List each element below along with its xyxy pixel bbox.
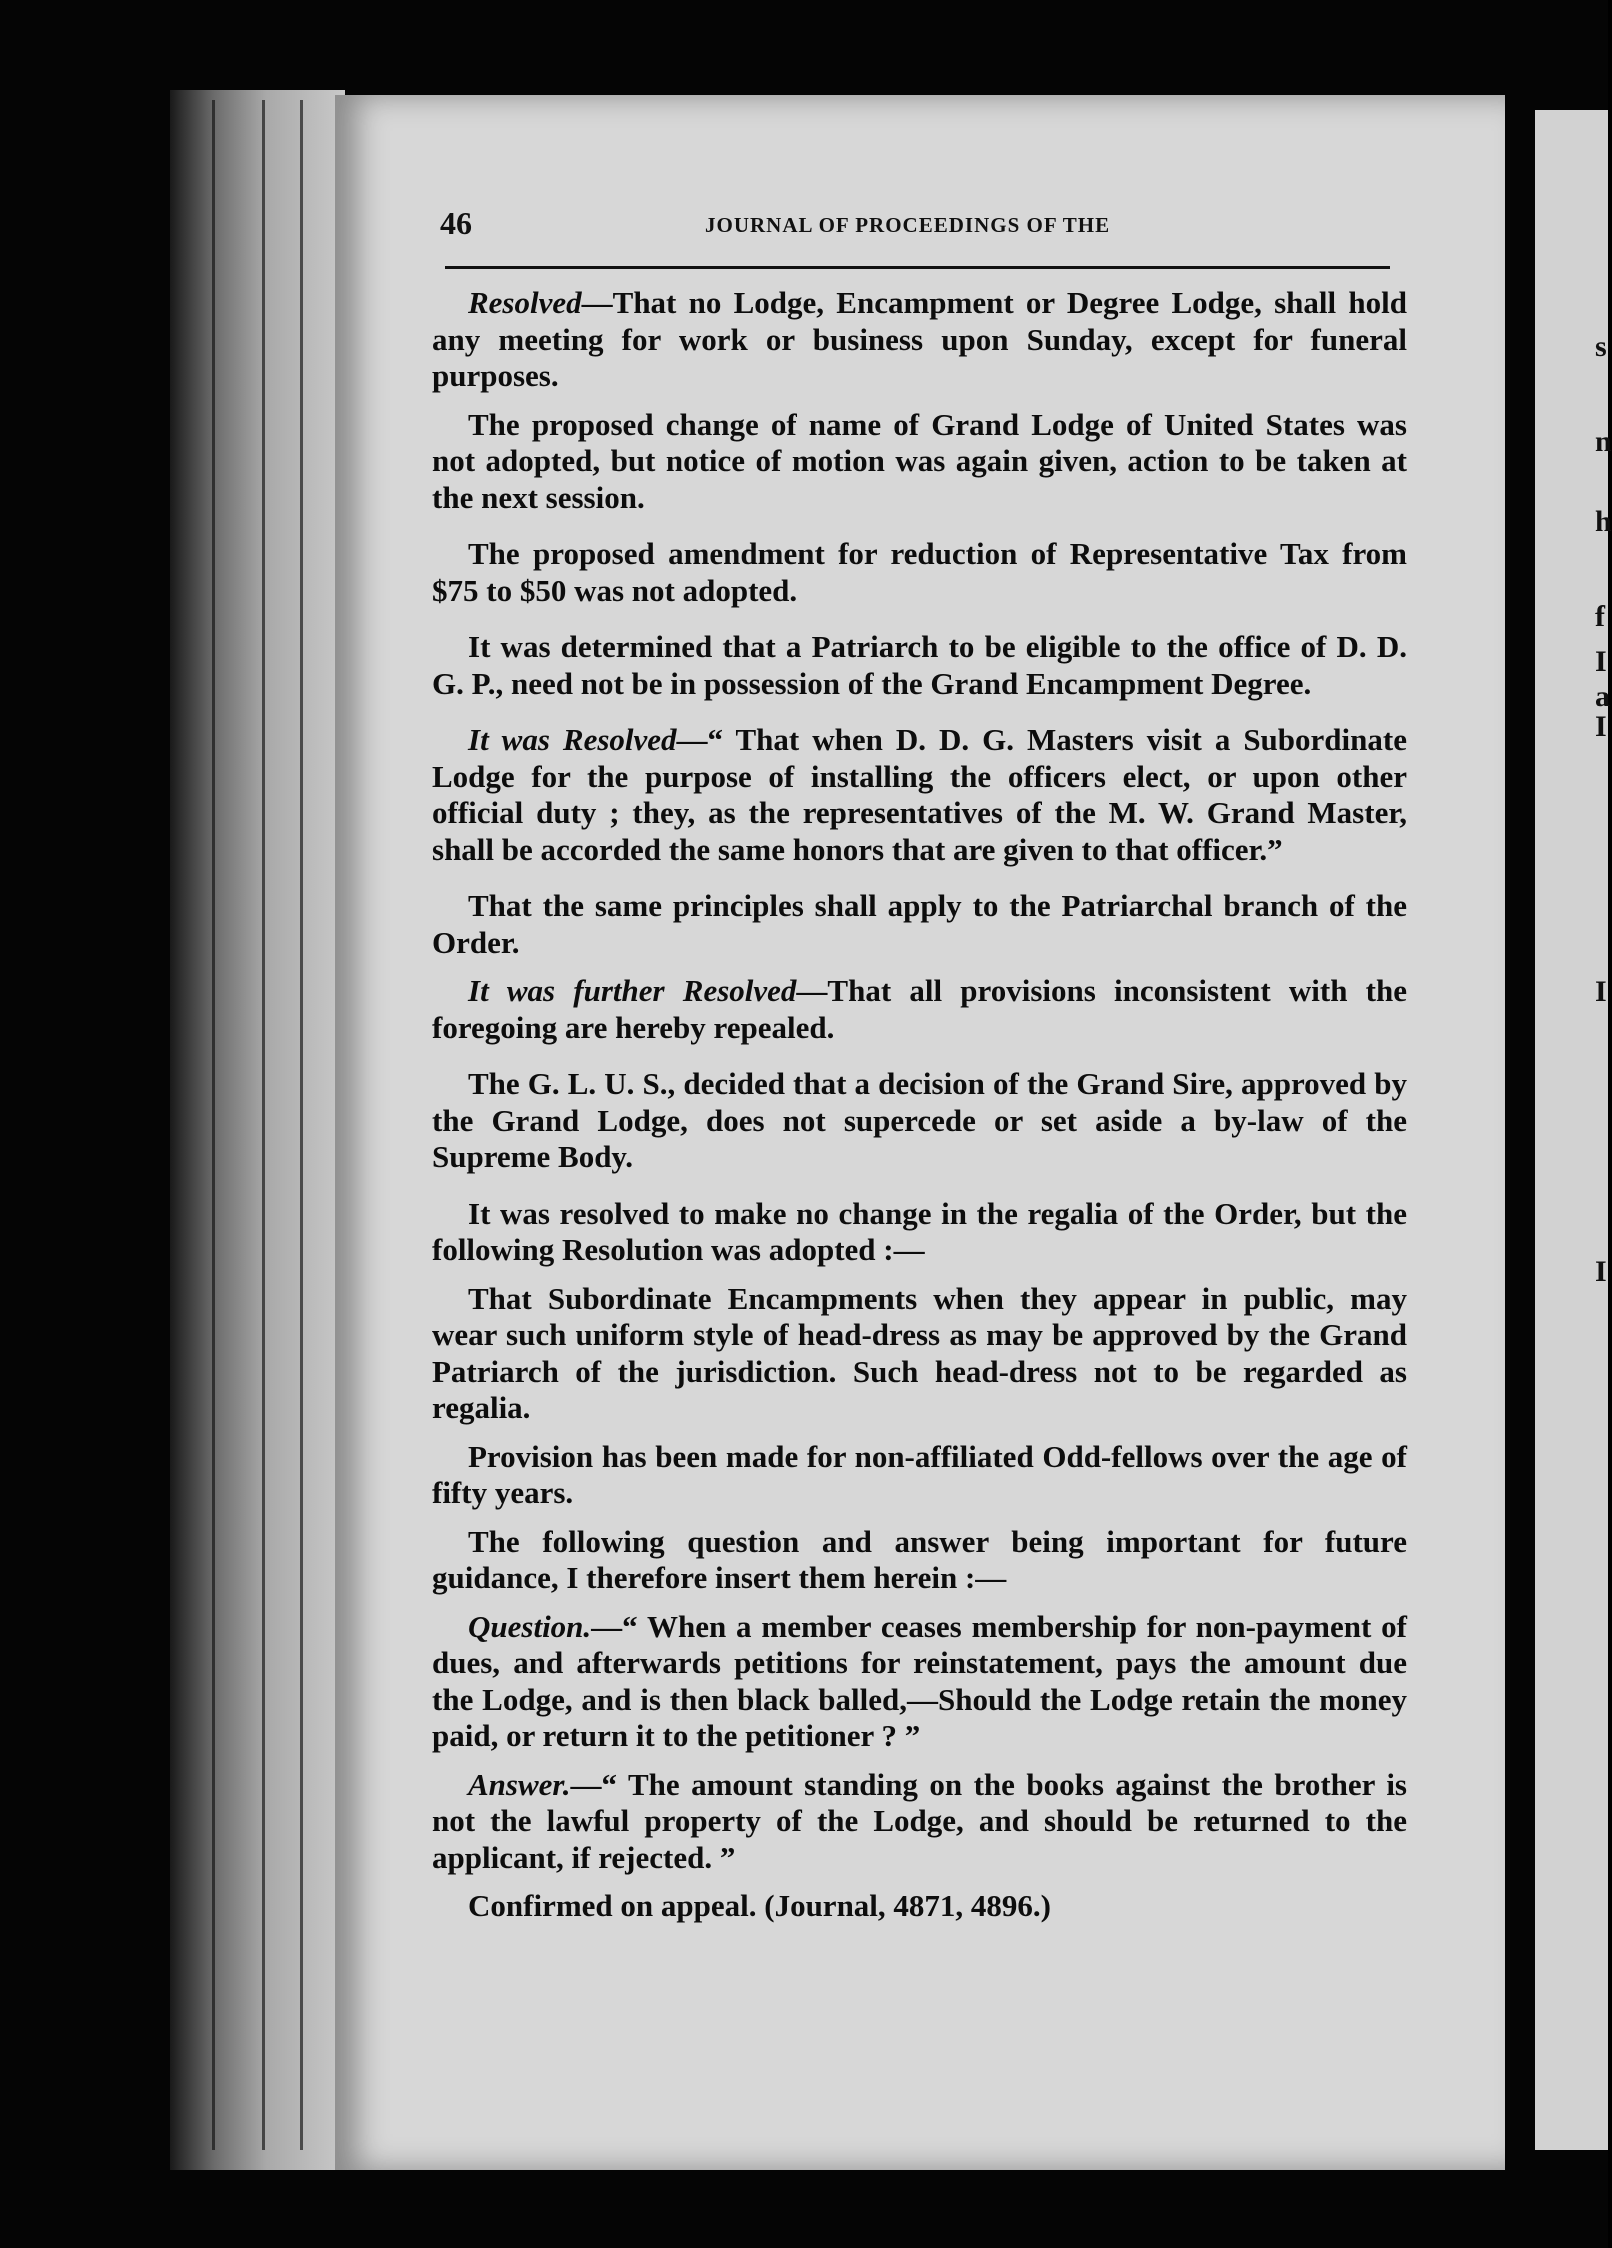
paragraph-text: That the same principles shall apply to the Patriarchal branch of the Order. xyxy=(432,888,1407,960)
paragraph-text: Confirmed on appeal. (Journal, 4871, 4896.) xyxy=(468,1888,1051,1923)
facing-page-letter: s xyxy=(1595,330,1607,363)
paragraph xyxy=(432,1767,1407,1877)
paragraph xyxy=(432,1196,1407,1269)
paragraph-text: It was resolved to make no change in the regalia of the Order, but the following Resolution was adopted :— xyxy=(432,1195,1407,1267)
binding-edge-line xyxy=(212,100,215,2150)
paragraph xyxy=(432,1439,1407,1512)
facing-page-edge xyxy=(1535,110,1608,2150)
paragraph xyxy=(432,536,1407,609)
book-binding xyxy=(170,90,345,2170)
paragraph-lead: It was Resolved xyxy=(468,722,677,757)
paragraph-lead: Answer. xyxy=(468,1766,571,1802)
paragraph-text: —“ That when D. D. G. Masters visit a Subordinate Lodge for the purpose of installing the officers elect, or upon other official duty ; they, as the representatives of the M. W. Grand Master, shall be accorded the same honors that are given to that officer.” xyxy=(432,722,1407,867)
paragraph-lead: Question. xyxy=(468,1608,592,1644)
facing-page-letter: f xyxy=(1595,600,1605,633)
facing-page-letter: I xyxy=(1595,645,1607,678)
page-header xyxy=(440,205,1400,245)
paragraph-text: Provision has been made for non-affiliated Odd-fellows over the age of fifty years. xyxy=(432,1438,1407,1510)
paragraph xyxy=(432,722,1407,868)
paragraph xyxy=(432,1066,1407,1176)
paragraph xyxy=(432,285,1407,395)
facing-page-letter: I xyxy=(1595,1255,1607,1288)
paragraph-text: It was determined that a Patriarch to be eligible to the office of D. D. G. P., need not be in possession of the Grand Encampment Degree. xyxy=(432,629,1407,701)
facing-page-letter: h xyxy=(1595,505,1612,538)
facing-page-letter: I xyxy=(1595,710,1607,743)
paragraph xyxy=(432,1609,1407,1755)
paragraph xyxy=(432,1888,1407,1925)
paragraph-text: The proposed change of name of Grand Lodge of United States was not adopted, but notice of motion was again given, action to be taken at the next session. xyxy=(432,406,1407,515)
running-head: JOURNAL OF PROCEEDINGS OF THE xyxy=(705,213,1111,237)
paragraph xyxy=(432,407,1407,517)
paragraph-lead: Resolved xyxy=(468,285,582,320)
facing-page-letter: a xyxy=(1595,680,1610,713)
paragraph-text: The G. L. U. S., decided that a decision of the Grand Sire, approved by the Grand Lodge, does not supercede or set aside a by-law of the Supreme Body. xyxy=(432,1066,1407,1174)
paragraph-text: —“ When a member ceases membership for non-payment of dues, and afterwards petitions for reinstatement, pays the amount due the Lodge, and is then black balled,—Should the Lodge retain the money paid, or return it to the petitioner ? ” xyxy=(432,1608,1407,1753)
paragraph-text: —That all provisions inconsistent with the foregoing are hereby repealed. xyxy=(432,973,1407,1045)
facing-page-letter: I xyxy=(1595,975,1607,1008)
paragraph xyxy=(432,629,1407,702)
paragraph-text: That Subordinate Encampments when they appear in public, may wear such uniform style of head-dress as may be approved by the Grand Patriarch of the jurisdiction. Such head-dress not to be regarded as regalia. xyxy=(432,1280,1407,1425)
header-rule xyxy=(445,266,1390,269)
page-body xyxy=(432,285,1407,1937)
paragraph-text: The following question and answer being important for future guidance, I therefore insert them herein :— xyxy=(432,1523,1407,1595)
facing-page-letter: n xyxy=(1595,425,1612,458)
paragraph-text: The proposed amendment for reduction of Representative Tax from $75 to $50 was not adopted. xyxy=(432,536,1407,608)
paragraph xyxy=(432,1524,1407,1597)
paragraph xyxy=(432,973,1407,1046)
paragraph xyxy=(432,1281,1407,1427)
paragraph-text: —“ The amount standing on the books against the brother is not the lawful property of the Lodge, and should be returned to the applicant, if rejected. ” xyxy=(432,1766,1407,1875)
paragraph-lead: It was further Resolved xyxy=(468,973,797,1008)
paragraph xyxy=(432,888,1407,961)
paragraph-text: —That no Lodge, Encampment or Degree Lodge, shall hold any meeting for work or business upon Sunday, except for funeral purposes. xyxy=(432,285,1407,393)
binding-edge-line xyxy=(262,100,265,2150)
binding-edge-line xyxy=(300,100,303,2150)
page-number: 46 xyxy=(440,205,472,241)
